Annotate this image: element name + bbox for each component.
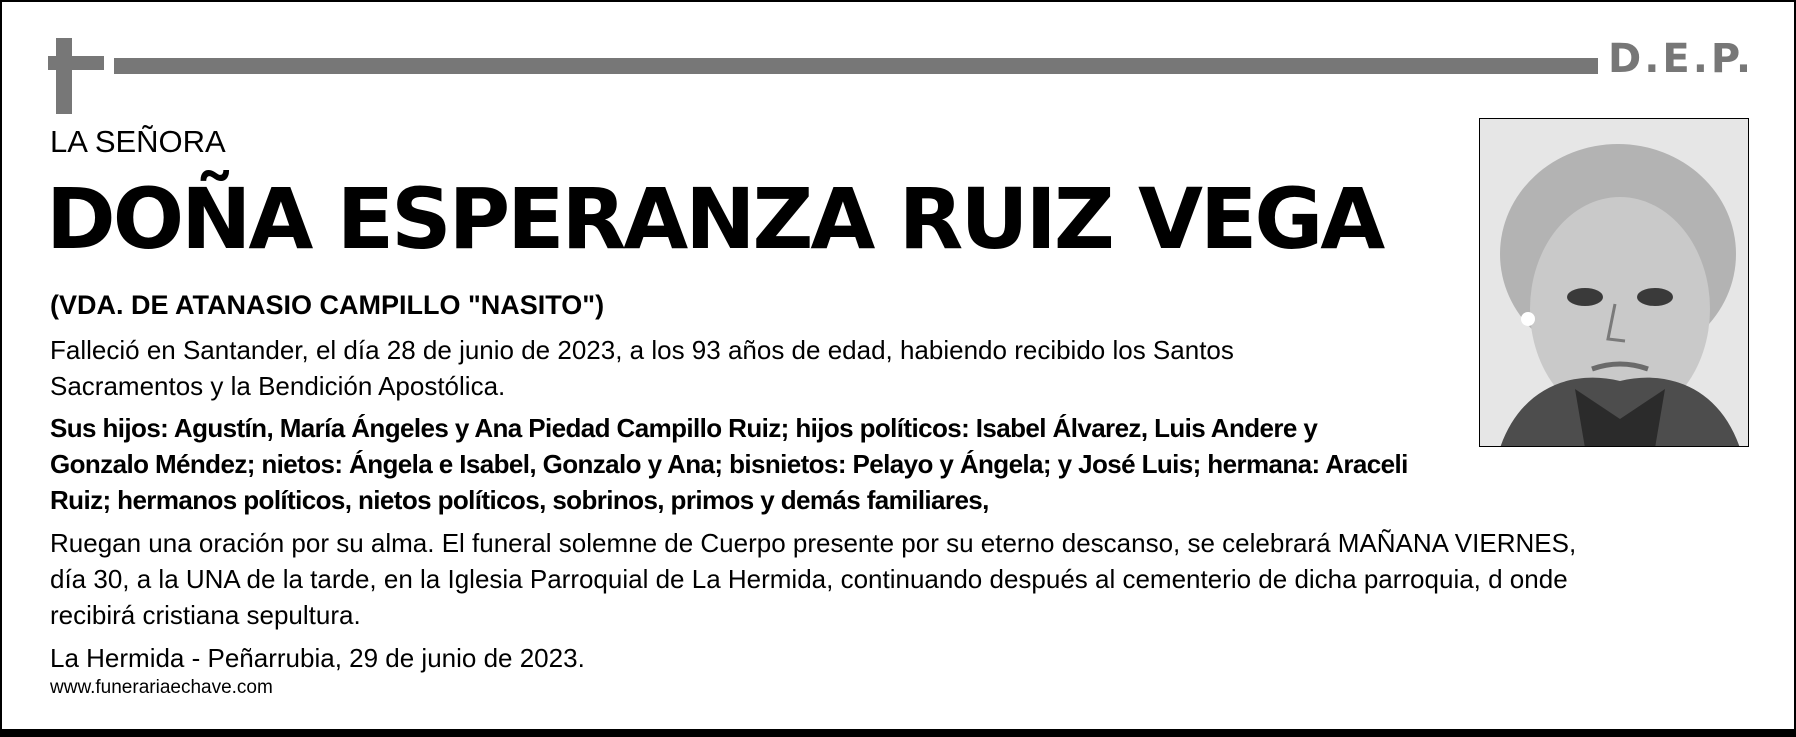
death-notice-line: Sacramentos y la Bendición Apostólica. <box>50 371 506 401</box>
deceased-name: DOÑA ESPERANZA RUIZ VEGA <box>46 170 1383 268</box>
header-rule <box>114 58 1598 74</box>
funeral-notice <box>50 525 1576 633</box>
death-notice-line: Falleció en Santander, el día 28 de junio de 2023, a los 93 años de edad, habiendo recibido los Santos <box>50 335 1234 365</box>
dep-badge: D.E.P. <box>1608 36 1755 82</box>
portrait-photo <box>1479 118 1749 447</box>
portrait-illustration <box>1480 119 1749 447</box>
honorific: LA SEÑORA <box>50 124 226 159</box>
family-line: Sus hijos: Agustín, María Ángeles y Ana Piedad Campillo Ruiz; hijos políticos: Isabel Álvarez, Luis Andere y <box>50 413 1318 443</box>
widow-of: (VDA. DE ATANASIO CAMPILLO "NASITO") <box>50 290 605 320</box>
website-link[interactable]: www.funerariaechave.com <box>50 677 273 698</box>
funeral-line: Ruegan una oración por su alma. El funeral solemne de Cuerpo presente por su eterno descanso, se celebrará MAÑANA VIERNES, <box>50 528 1577 558</box>
funeral-line: recibirá cristiana sepultura. <box>50 600 361 630</box>
family-line: Gonzalo Méndez; nietos: Ángela e Isabel, Gonzalo y Ana; bisnietos: Pelayo y Ángela; y José Luis; hermana: Araceli <box>50 449 1408 479</box>
place-date: La Hermida - Peñarrubia, 29 de junio de 2023. <box>50 643 585 673</box>
cross-icon <box>56 38 72 114</box>
death-notice <box>50 332 1234 404</box>
family-line: Ruiz; hermanos políticos, nietos políticos, sobrinos, primos y demás familiares, <box>50 485 989 515</box>
cross-icon-bar <box>48 56 104 70</box>
family-list <box>50 410 1408 518</box>
funeral-line: día 30, a la UNA de la tarde, en la Iglesia Parroquial de La Hermida, continuando después al cementerio de dicha parroquia, d onde <box>50 564 1568 594</box>
